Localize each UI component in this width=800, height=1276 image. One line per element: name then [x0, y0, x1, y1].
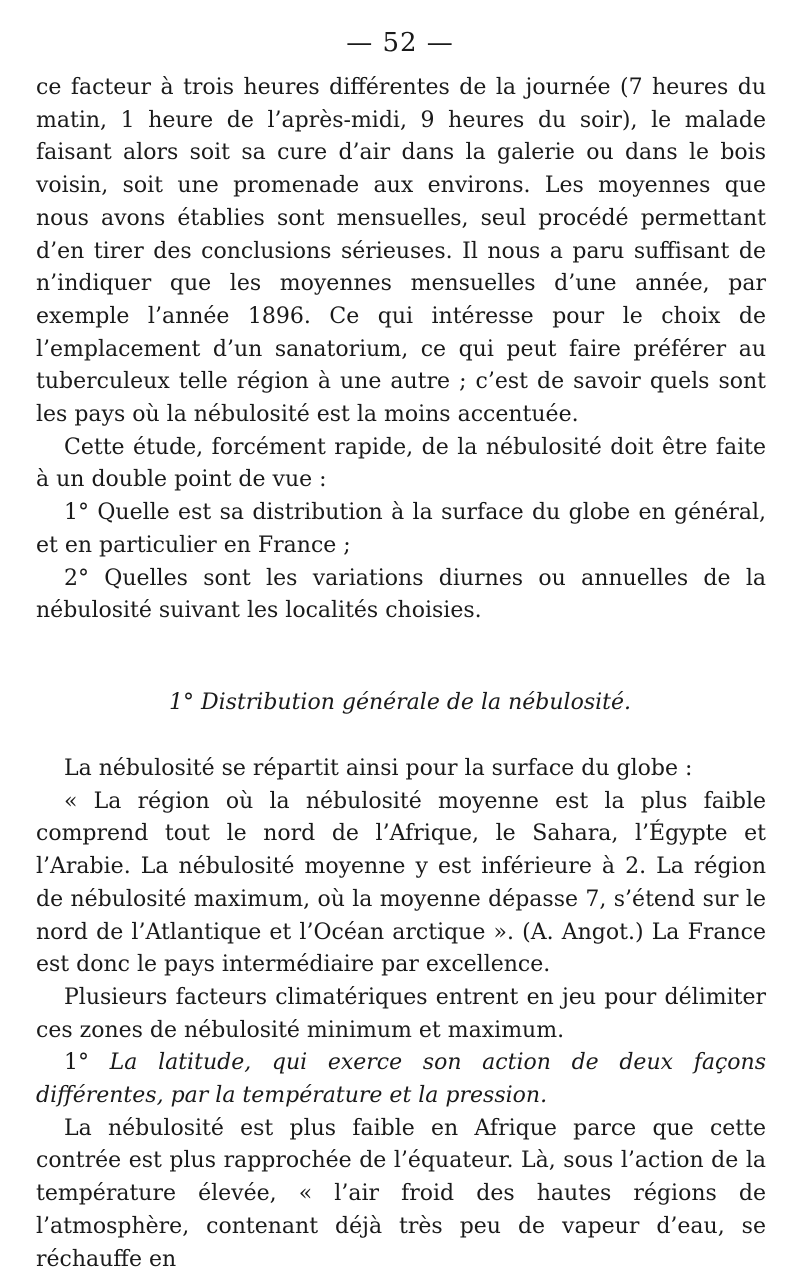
- paragraph: La nébulosité est plus faible en Afrique parce que cette contrée est plus rapprochée de l’équateur. Là, sous l’action de la température élevée, « l’air froid des hautes régions de l’atmosphère, contenant déjà très peu de vapeur d’eau, se réchauffe en: [36, 1115, 766, 1272]
- factor-title: La latitude, qui exerce son action de deux façons différentes, par la température et la pression.: [36, 1050, 766, 1109]
- list-item: 1° Quelle est sa distribution à la surface du globe en général, et en particulier en France ;: [36, 500, 766, 558]
- section-title: Distribution générale de la nébulosité.: [200, 690, 631, 715]
- section-number: 1°: [168, 690, 194, 715]
- paragraph: La nébulosité se répartit ainsi pour la surface du globe :: [64, 756, 693, 781]
- paragraph: Cette étude, forcément rapide, de la nébulosité doit être faite à un double point de vue :: [36, 434, 766, 493]
- text-block-bottom: [36, 753, 766, 1276]
- factor-number: 1°: [64, 1050, 89, 1076]
- factor-heading: [36, 1047, 766, 1112]
- quotation-paragraph: « La région où la nébulosité moyenne est la plus faible comprend tout le nord de l’Afrique, le Sahara, l’Égypte et l’Arabie. La nébulosité moyenne y est inférieure à 2. La région de nébulosité maximum, où la moyenne dépasse 7, s’étend sur le nord de l’Atlantique et l’Océan arctique ». (A. Angot.) La France est donc le pays intermédiaire par excellence.: [36, 788, 766, 978]
- paragraph: Plusieurs facteurs climatériques entrent en jeu pour délimiter ces zones de nébulosité minimum et maximum.: [36, 984, 766, 1043]
- section-heading: [0, 690, 800, 715]
- text-block-top: [36, 72, 766, 628]
- paragraph: ce facteur à trois heures différentes de la journée (7 heures du matin, 1 heure de l’après-midi, 9 heures du soir), le malade faisant alors soit sa cure d’air dans la galerie ou dans le bois voisin, soit une promenade aux environs. Les moyennes que nous avons établies sont mensuelles, seul procédé permettant d’en tirer des conclusions sérieuses. Il nous a paru suffisant de n’indiquer que les moyennes mensuelles d’une année, par exemple l’année 1896. Ce qui intéresse pour le choix de l’emplacement d’un sanatorium, ce qui peut faire préférer au tuberculeux telle région à une autre ; c’est de savoir quels sont les pays où la nébulosité est la moins accentuée.: [36, 75, 766, 428]
- page-number: — 52 —: [346, 28, 454, 58]
- list-item: 2° Quelles sont les variations diurnes ou annuelles de la nébulosité suivant les localités choisies.: [36, 565, 766, 624]
